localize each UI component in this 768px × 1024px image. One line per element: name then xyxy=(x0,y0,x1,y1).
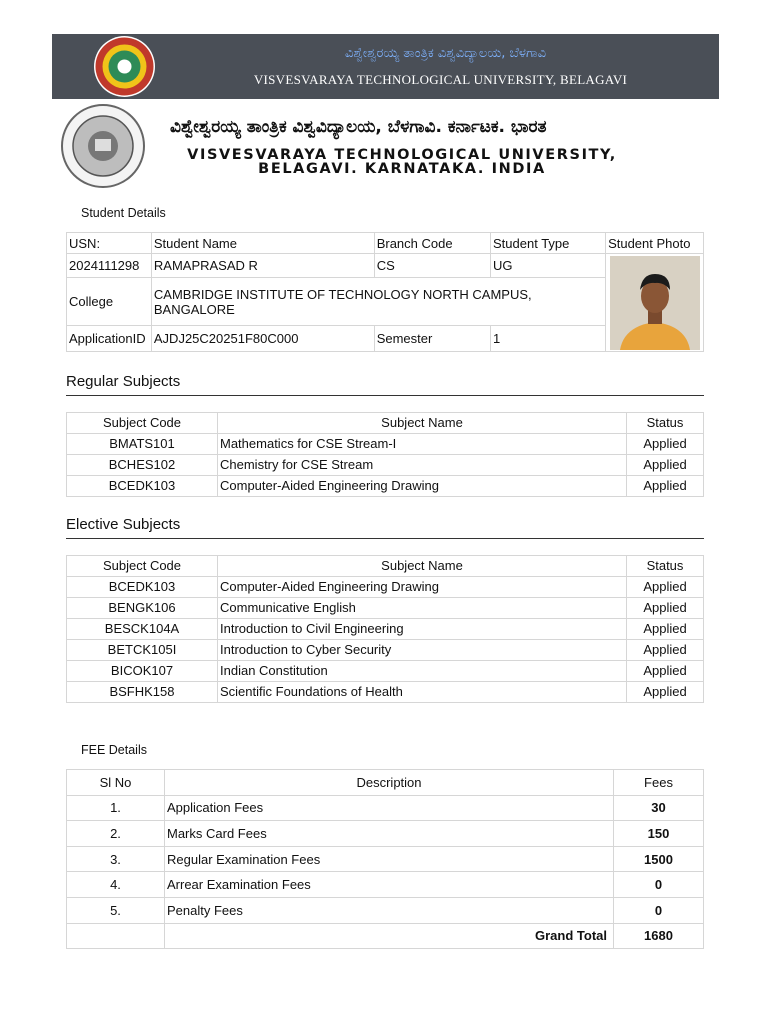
header-title-english-line2: BELAGAVI. KARNATAKA. INDIA xyxy=(258,161,546,177)
subject-code: BCEDK103 xyxy=(67,577,218,598)
subject-name: Introduction to Civil Engineering xyxy=(218,619,627,640)
fee-description: Regular Examination Fees xyxy=(165,846,614,872)
subject-code: BESCK104A xyxy=(67,619,218,640)
table-row xyxy=(67,640,704,661)
fee-sl-no: 3. xyxy=(67,846,165,872)
regular-subjects-table xyxy=(66,412,704,497)
subject-status: Applied xyxy=(627,640,704,661)
fee-description: Penalty Fees xyxy=(165,897,614,923)
table-row xyxy=(67,846,704,872)
student-name-label: Student Name xyxy=(151,233,374,254)
subject-name: Communicative English xyxy=(218,598,627,619)
fee-sl-no: 5. xyxy=(67,897,165,923)
grand-total-row xyxy=(67,923,704,949)
banner-title-english: VISVESVARAYA TECHNOLOGICAL UNIVERSITY, BELAGAVI xyxy=(253,72,628,87)
column-header-status: Status xyxy=(627,413,704,434)
student-photo-cell xyxy=(606,254,704,352)
student-type-label: Student Type xyxy=(491,233,606,254)
subject-code: BMATS101 xyxy=(67,434,218,455)
subject-code: BSFHK158 xyxy=(67,682,218,703)
fee-amount: 0 xyxy=(614,897,704,923)
subject-status: Applied xyxy=(627,661,704,682)
university-banner xyxy=(52,34,719,99)
subject-code: BICOK107 xyxy=(67,661,218,682)
table-row xyxy=(67,598,704,619)
table-row xyxy=(67,872,704,898)
table-row xyxy=(67,455,704,476)
fee-amount: 150 xyxy=(614,821,704,847)
fee-amount: 1500 xyxy=(614,846,704,872)
column-header-sl-no: Sl No xyxy=(67,770,165,796)
subject-status: Applied xyxy=(627,682,704,703)
fee-amount: 0 xyxy=(614,872,704,898)
subject-name: Computer-Aided Engineering Drawing xyxy=(218,577,627,598)
elective-subjects-heading: Elective Subjects xyxy=(66,516,704,539)
fee-sl-no: 1. xyxy=(67,795,165,821)
student-photo xyxy=(610,256,700,350)
subject-status: Applied xyxy=(627,619,704,640)
semester-label: Semester xyxy=(374,326,490,352)
branch-code-value: CS xyxy=(374,254,490,278)
fee-details-label: FEE Details xyxy=(81,743,147,757)
subject-status: Applied xyxy=(627,598,704,619)
subject-code: BENGK106 xyxy=(67,598,218,619)
application-id-label: ApplicationID xyxy=(67,326,152,352)
student-details-table xyxy=(66,232,704,352)
table-row xyxy=(67,682,704,703)
column-header-status: Status xyxy=(627,556,704,577)
grand-total-value: 1680 xyxy=(614,923,704,949)
subject-name: Mathematics for CSE Stream-I xyxy=(218,434,627,455)
column-header-fees: Fees xyxy=(614,770,704,796)
subject-status: Applied xyxy=(627,476,704,497)
application-id-value: AJDJ25C20251F80C000 xyxy=(151,326,374,352)
elective-subjects-table xyxy=(66,555,704,703)
table-row xyxy=(67,821,704,847)
college-value: CAMBRIDGE INSTITUTE OF TECHNOLOGY NORTH CAMPUS, BANGALORE xyxy=(151,278,605,326)
table-row xyxy=(67,434,704,455)
subject-status: Applied xyxy=(627,577,704,598)
fee-description: Marks Card Fees xyxy=(165,821,614,847)
fee-details-table xyxy=(66,769,704,949)
branch-code-label: Branch Code xyxy=(374,233,490,254)
subject-status: Applied xyxy=(627,434,704,455)
empty-cell xyxy=(67,923,165,949)
subject-code: BETCK105I xyxy=(67,640,218,661)
usn-value: 2024111298 xyxy=(67,254,152,278)
table-row xyxy=(67,897,704,923)
student-type-value: UG xyxy=(491,254,606,278)
subject-name: Introduction to Cyber Security xyxy=(218,640,627,661)
table-row xyxy=(67,577,704,598)
fee-description: Arrear Examination Fees xyxy=(165,872,614,898)
subject-status: Applied xyxy=(627,455,704,476)
student-details-label: Student Details xyxy=(81,206,166,220)
column-header-description: Description xyxy=(165,770,614,796)
fee-sl-no: 4. xyxy=(67,872,165,898)
college-label: College xyxy=(67,278,152,326)
subject-name: Scientific Foundations of Health xyxy=(218,682,627,703)
subject-name: Chemistry for CSE Stream xyxy=(218,455,627,476)
regular-subjects-heading: Regular Subjects xyxy=(66,373,704,396)
header-title-english-line1: VISVESVARAYA TECHNOLOGICAL UNIVERSITY, xyxy=(187,147,617,163)
banner-title-kannada: ವಿಶ್ವೇಶ್ವರಯ್ಯ ತಾಂತ್ರಿಕ ವಿಶ್ವವಿದ್ಯಾಲಯ, ಬೆಳಗಾವಿ xyxy=(344,46,546,61)
column-header-subject-name: Subject Name xyxy=(218,413,627,434)
university-seal xyxy=(60,103,146,189)
table-row xyxy=(67,795,704,821)
column-header-subject-code: Subject Code xyxy=(67,413,218,434)
subject-code: BCHES102 xyxy=(67,455,218,476)
student-name-value: RAMAPRASAD R xyxy=(151,254,374,278)
usn-label: USN: xyxy=(67,233,152,254)
column-header-subject-code: Subject Code xyxy=(67,556,218,577)
fee-description: Application Fees xyxy=(165,795,614,821)
fee-amount: 30 xyxy=(614,795,704,821)
header-title-kannada: ವಿಶ್ವೇಶ್ವರಯ್ಯ ತಾಂತ್ರಿಕ ವಿಶ್ವವಿದ್ಯಾಲಯ, ಬೆಳಗಾವಿ. ಕರ್ನಾಟಕ. ಭಾರತ xyxy=(170,117,547,137)
subject-name: Indian Constitution xyxy=(218,661,627,682)
fee-sl-no: 2. xyxy=(67,821,165,847)
table-row xyxy=(67,661,704,682)
document-header xyxy=(60,103,720,193)
subject-name: Computer-Aided Engineering Drawing xyxy=(218,476,627,497)
table-row xyxy=(67,619,704,640)
table-row xyxy=(67,476,704,497)
grand-total-label: Grand Total xyxy=(165,923,614,949)
semester-value: 1 xyxy=(491,326,606,352)
subject-code: BCEDK103 xyxy=(67,476,218,497)
column-header-subject-name: Subject Name xyxy=(218,556,627,577)
student-photo-label: Student Photo xyxy=(606,233,704,254)
